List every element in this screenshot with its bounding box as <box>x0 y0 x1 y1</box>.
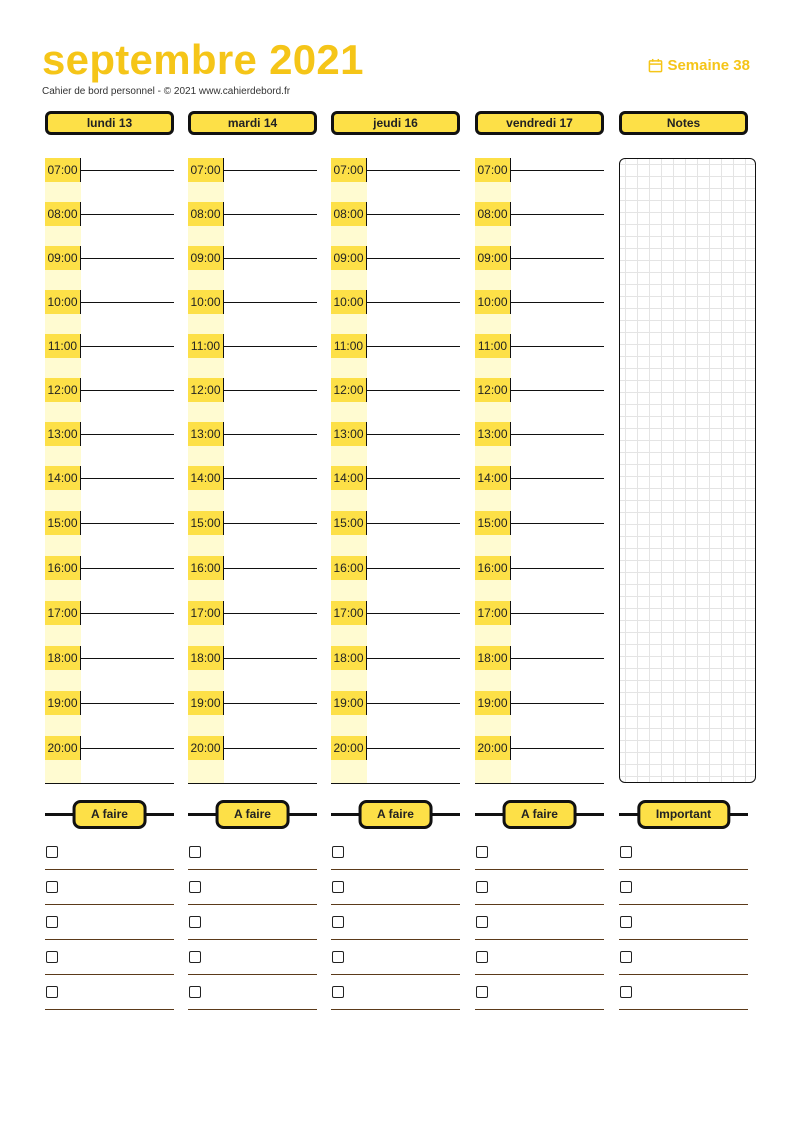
todo-section <box>475 800 604 1010</box>
hour-line <box>81 434 174 435</box>
hour-row[interactable] <box>475 422 604 446</box>
hour-line <box>81 170 174 171</box>
day-column <box>331 111 460 783</box>
hour-row[interactable] <box>45 290 174 314</box>
hour-row[interactable] <box>45 246 174 270</box>
todo-header-label: A faire <box>358 800 433 829</box>
hour-line <box>81 214 174 215</box>
day-bottom-line <box>475 783 604 784</box>
hour-label: 15:00 <box>188 511 224 535</box>
todo-item[interactable] <box>619 940 748 975</box>
checkbox[interactable] <box>620 916 632 928</box>
hour-label: 19:00 <box>331 691 367 715</box>
checkbox[interactable] <box>189 986 201 998</box>
hour-row[interactable] <box>331 646 460 670</box>
checkbox[interactable] <box>332 986 344 998</box>
todo-header <box>188 800 317 829</box>
hour-row[interactable] <box>188 736 317 760</box>
hour-label: 18:00 <box>475 646 511 670</box>
todo-header-label: A faire <box>215 800 290 829</box>
hour-line <box>224 346 317 347</box>
checkbox[interactable] <box>620 951 632 963</box>
hour-row[interactable] <box>188 466 317 490</box>
hour-line <box>511 214 604 215</box>
hour-line <box>511 478 604 479</box>
hour-line <box>367 703 460 704</box>
todo-header <box>331 800 460 829</box>
checkbox[interactable] <box>46 846 58 858</box>
hour-line <box>367 478 460 479</box>
day-column <box>188 111 317 783</box>
hour-line <box>367 258 460 259</box>
todo-item[interactable] <box>45 940 174 975</box>
hour-line <box>511 434 604 435</box>
calendar-icon <box>648 58 663 73</box>
checkbox[interactable] <box>46 986 58 998</box>
hour-line <box>511 346 604 347</box>
hour-row[interactable] <box>45 466 174 490</box>
checkbox[interactable] <box>476 916 488 928</box>
hour-line <box>367 214 460 215</box>
hour-label: 20:00 <box>188 736 224 760</box>
hour-row[interactable] <box>331 601 460 625</box>
hour-label: 08:00 <box>475 202 511 226</box>
hour-line <box>367 302 460 303</box>
hour-row[interactable] <box>188 511 317 535</box>
hour-label: 10:00 <box>475 290 511 314</box>
hour-label: 16:00 <box>331 556 367 580</box>
checkbox[interactable] <box>189 916 201 928</box>
hour-label: 20:00 <box>331 736 367 760</box>
day-header: vendredi 17 <box>475 111 604 135</box>
hour-line <box>367 658 460 659</box>
notes-header: Notes <box>619 111 748 135</box>
day-header: mardi 14 <box>188 111 317 135</box>
hour-row[interactable] <box>45 646 174 670</box>
todo-item[interactable] <box>475 975 604 1010</box>
hour-label: 19:00 <box>45 691 81 715</box>
todo-item[interactable] <box>331 975 460 1010</box>
hour-label: 19:00 <box>475 691 511 715</box>
todo-item[interactable] <box>475 940 604 975</box>
hour-row[interactable] <box>475 246 604 270</box>
hour-label: 07:00 <box>475 158 511 182</box>
todo-section <box>188 800 317 1010</box>
todo-item[interactable] <box>619 829 748 870</box>
todo-item[interactable] <box>188 940 317 975</box>
hour-list <box>45 158 174 783</box>
hour-label: 10:00 <box>188 290 224 314</box>
todo-item[interactable] <box>188 870 317 905</box>
hour-line <box>81 302 174 303</box>
hour-row[interactable] <box>45 422 174 446</box>
todo-item[interactable] <box>619 975 748 1010</box>
hour-row[interactable] <box>475 601 604 625</box>
todo-item[interactable] <box>331 870 460 905</box>
hour-row[interactable] <box>188 202 317 226</box>
hour-label: 15:00 <box>331 511 367 535</box>
day-header: jeudi 16 <box>331 111 460 135</box>
hour-line <box>367 170 460 171</box>
hour-label: 19:00 <box>188 691 224 715</box>
hour-row[interactable] <box>331 736 460 760</box>
page-title: septembre 2021 <box>42 36 364 83</box>
hour-label: 08:00 <box>331 202 367 226</box>
todo-item[interactable] <box>331 829 460 870</box>
hour-line <box>81 478 174 479</box>
hour-label: 10:00 <box>45 290 81 314</box>
todo-item[interactable] <box>45 829 174 870</box>
todo-item[interactable] <box>45 975 174 1010</box>
hour-label: 10:00 <box>331 290 367 314</box>
hour-line <box>367 568 460 569</box>
hour-label: 15:00 <box>45 511 81 535</box>
todo-item[interactable] <box>475 870 604 905</box>
hour-line <box>81 658 174 659</box>
hour-label: 09:00 <box>475 246 511 270</box>
hour-line <box>81 703 174 704</box>
hour-line <box>367 613 460 614</box>
hour-line <box>81 390 174 391</box>
hour-row[interactable] <box>188 378 317 402</box>
hour-row[interactable] <box>45 736 174 760</box>
todo-item[interactable] <box>45 870 174 905</box>
hour-line <box>81 258 174 259</box>
hour-line <box>224 214 317 215</box>
hour-row[interactable] <box>188 556 317 580</box>
hour-label: 17:00 <box>45 601 81 625</box>
hour-row[interactable] <box>331 334 460 358</box>
hour-label: 14:00 <box>475 466 511 490</box>
hour-label: 13:00 <box>331 422 367 446</box>
hour-label: 12:00 <box>331 378 367 402</box>
hour-label: 12:00 <box>45 378 81 402</box>
hour-row[interactable] <box>475 334 604 358</box>
todo-section <box>331 800 460 1010</box>
hour-label: 17:00 <box>188 601 224 625</box>
checkbox[interactable] <box>332 916 344 928</box>
todo-item[interactable] <box>619 905 748 940</box>
todo-item[interactable] <box>619 870 748 905</box>
hour-row[interactable] <box>45 601 174 625</box>
checkbox[interactable] <box>476 881 488 893</box>
hour-line <box>224 390 317 391</box>
checkbox[interactable] <box>476 986 488 998</box>
hour-label: 09:00 <box>331 246 367 270</box>
checkbox[interactable] <box>46 916 58 928</box>
checkbox[interactable] <box>476 951 488 963</box>
hour-row[interactable] <box>188 158 317 182</box>
hour-row[interactable] <box>45 158 174 182</box>
hour-row[interactable] <box>188 646 317 670</box>
hour-line <box>367 346 460 347</box>
hour-line <box>224 703 317 704</box>
hour-label: 17:00 <box>475 601 511 625</box>
todo-item[interactable] <box>45 905 174 940</box>
checkbox[interactable] <box>46 881 58 893</box>
hour-row[interactable] <box>475 290 604 314</box>
todo-header <box>619 800 748 829</box>
hour-label: 12:00 <box>188 378 224 402</box>
checkbox[interactable] <box>46 951 58 963</box>
hour-label: 11:00 <box>331 334 367 358</box>
hour-line <box>81 613 174 614</box>
hour-label: 08:00 <box>188 202 224 226</box>
hour-line <box>224 568 317 569</box>
hour-row[interactable] <box>475 556 604 580</box>
hour-row[interactable] <box>188 691 317 715</box>
todo-header-label: A faire <box>72 800 147 829</box>
page-subtitle: Cahier de bord personnel - © 2021 www.cahierdebord.fr <box>42 86 291 97</box>
hour-row[interactable] <box>331 422 460 446</box>
hour-line <box>511 613 604 614</box>
todo-section <box>619 800 748 1010</box>
hour-line <box>224 170 317 171</box>
hour-row[interactable] <box>475 736 604 760</box>
hour-label: 20:00 <box>45 736 81 760</box>
checkbox[interactable] <box>332 951 344 963</box>
hour-label: 18:00 <box>331 646 367 670</box>
hour-line <box>81 346 174 347</box>
hour-line <box>224 434 317 435</box>
hour-row[interactable] <box>475 378 604 402</box>
hour-label: 16:00 <box>475 556 511 580</box>
hour-row[interactable] <box>188 601 317 625</box>
hour-label: 07:00 <box>188 158 224 182</box>
hour-label: 13:00 <box>188 422 224 446</box>
hour-row[interactable] <box>45 202 174 226</box>
hour-line <box>511 658 604 659</box>
hour-label: 09:00 <box>45 246 81 270</box>
hour-line <box>224 478 317 479</box>
checkbox[interactable] <box>332 881 344 893</box>
hour-row[interactable] <box>331 246 460 270</box>
todo-item[interactable] <box>188 829 317 870</box>
hour-line <box>511 302 604 303</box>
day-column <box>45 111 174 783</box>
hour-label: 12:00 <box>475 378 511 402</box>
hour-line <box>224 302 317 303</box>
hour-line <box>224 658 317 659</box>
hour-label: 14:00 <box>331 466 367 490</box>
hour-label: 11:00 <box>475 334 511 358</box>
hour-row[interactable] <box>475 202 604 226</box>
hour-row[interactable] <box>188 334 317 358</box>
week-indicator <box>648 57 750 74</box>
hour-row[interactable] <box>331 378 460 402</box>
notes-column <box>619 111 748 135</box>
hour-row[interactable] <box>331 290 460 314</box>
hour-row[interactable] <box>45 378 174 402</box>
checkbox[interactable] <box>620 881 632 893</box>
hour-line <box>511 748 604 749</box>
todo-item[interactable] <box>331 940 460 975</box>
hour-label: 08:00 <box>45 202 81 226</box>
hour-label: 07:00 <box>45 158 81 182</box>
hour-list <box>188 158 317 783</box>
hour-line <box>511 170 604 171</box>
day-bottom-line <box>188 783 317 784</box>
hour-label: 16:00 <box>188 556 224 580</box>
hour-line <box>224 258 317 259</box>
todo-item[interactable] <box>475 829 604 870</box>
hour-line <box>224 613 317 614</box>
checkbox[interactable] <box>189 846 201 858</box>
hour-line <box>511 258 604 259</box>
hour-label: 14:00 <box>45 466 81 490</box>
hour-label: 18:00 <box>45 646 81 670</box>
checkbox[interactable] <box>620 846 632 858</box>
hour-line <box>81 568 174 569</box>
hour-list <box>475 158 604 783</box>
hour-row[interactable] <box>475 466 604 490</box>
hour-list <box>331 158 460 783</box>
todo-item[interactable] <box>188 975 317 1010</box>
hour-label: 20:00 <box>475 736 511 760</box>
hour-row[interactable] <box>45 334 174 358</box>
hour-label: 09:00 <box>188 246 224 270</box>
hour-line <box>511 568 604 569</box>
todo-item[interactable] <box>475 905 604 940</box>
hour-row[interactable] <box>45 691 174 715</box>
hour-line <box>367 390 460 391</box>
hour-row[interactable] <box>475 691 604 715</box>
hour-line <box>511 390 604 391</box>
hour-line <box>224 523 317 524</box>
checkbox[interactable] <box>332 846 344 858</box>
hour-label: 15:00 <box>475 511 511 535</box>
hour-row[interactable] <box>188 422 317 446</box>
hour-label: 18:00 <box>188 646 224 670</box>
hour-row[interactable] <box>188 246 317 270</box>
hour-line <box>224 748 317 749</box>
notes-grid[interactable] <box>619 158 756 783</box>
checkbox[interactable] <box>476 846 488 858</box>
hour-label: 07:00 <box>331 158 367 182</box>
hour-label: 11:00 <box>45 334 81 358</box>
hour-row[interactable] <box>475 646 604 670</box>
hour-line <box>367 748 460 749</box>
hour-row[interactable] <box>188 290 317 314</box>
todo-header-label: A faire <box>502 800 577 829</box>
hour-label: 17:00 <box>331 601 367 625</box>
hour-label: 16:00 <box>45 556 81 580</box>
hour-row[interactable] <box>331 466 460 490</box>
todo-header-label: Important <box>637 800 730 829</box>
hour-row[interactable] <box>331 202 460 226</box>
hour-label: 11:00 <box>188 334 224 358</box>
hour-line <box>367 523 460 524</box>
todo-item[interactable] <box>331 905 460 940</box>
hour-row[interactable] <box>331 556 460 580</box>
hour-row[interactable] <box>475 158 604 182</box>
hour-row[interactable] <box>331 511 460 535</box>
checkbox[interactable] <box>189 881 201 893</box>
hour-row[interactable] <box>331 158 460 182</box>
checkbox[interactable] <box>189 951 201 963</box>
hour-row[interactable] <box>331 691 460 715</box>
todo-section <box>45 800 174 1010</box>
todo-item[interactable] <box>188 905 317 940</box>
hour-row[interactable] <box>45 556 174 580</box>
hour-row[interactable] <box>45 511 174 535</box>
todo-header <box>475 800 604 829</box>
hour-line <box>511 523 604 524</box>
hour-label: 13:00 <box>45 422 81 446</box>
day-column <box>475 111 604 783</box>
day-bottom-line <box>45 783 174 784</box>
hour-row[interactable] <box>475 511 604 535</box>
day-header: lundi 13 <box>45 111 174 135</box>
checkbox[interactable] <box>620 986 632 998</box>
hour-line <box>81 748 174 749</box>
hour-label: 14:00 <box>188 466 224 490</box>
hour-line <box>511 703 604 704</box>
day-bottom-line <box>331 783 460 784</box>
week-label: Semaine 38 <box>667 57 750 74</box>
hour-line <box>367 434 460 435</box>
todo-header <box>45 800 174 829</box>
hour-label: 13:00 <box>475 422 511 446</box>
hour-line <box>81 523 174 524</box>
